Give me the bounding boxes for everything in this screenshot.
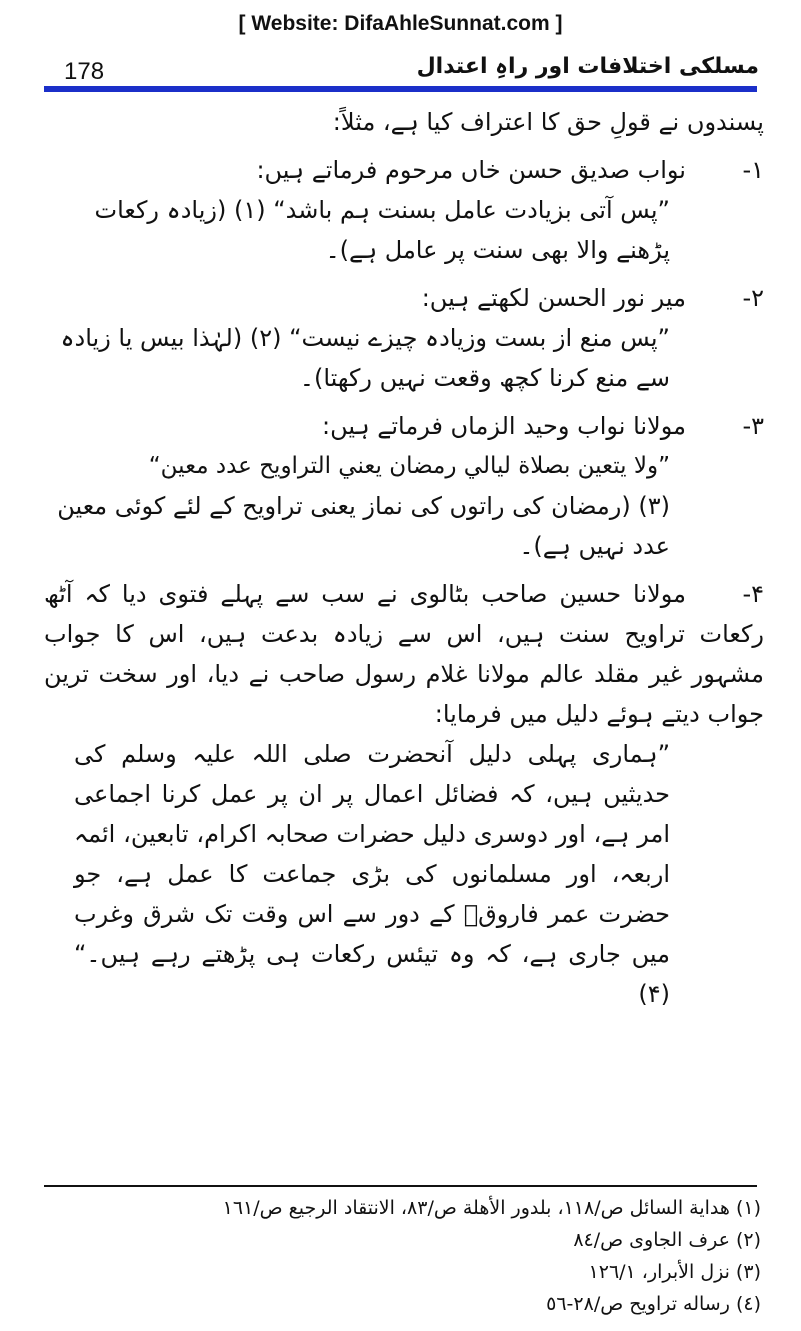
footnotes — [41, 1192, 761, 1320]
footnote: (١) هداية السائل ص/١١٨، بلدور الأهلة ص/٨٣، الانتقاد الرجيع ص/١٦١ — [222, 1197, 761, 1219]
item-lead: مولانا نواب وحید الزماں فرماتے ہیں: — [322, 412, 686, 440]
footnote: (٣) نزل الأبرار، ١٢٦/١ — [588, 1261, 761, 1283]
item-quote: ”پس آتی بزیادت عامل بسنت ہم باشد“ (۱) (زیادہ رکعات پڑھنے والا بھی سنت پر عامل ہے)۔ — [94, 196, 670, 264]
item-quote: ”ہماری پہلی دلیل آنحضرت صلی اللہ علیہ وسلم کی حدیثیں ہیں، کہ فضائل اعمال پر ان پر عمل کرنا اجماعی امر ہے، اور دوسری دلیل حضرات صحابہ اکرام، تابعین، ائمہ اربعہ، اور مسلمانوں کی بڑی جماعت کا عمل ہے، جو حضرت عمر فاروقؓ کے دور سے اس وقت تک شرق وغرب میں جاری ہے، کہ وہ تیئس رکعات ہی پڑھتے رہے ہیں۔“ (۴) — [74, 740, 670, 1008]
item-number: ۳- — [742, 412, 764, 440]
item-lead: نواب صدیق حسن خاں مرحوم فرماتے ہیں: — [256, 156, 686, 184]
item-paragraph: مولانا حسین صاحب بٹالوی نے سب سے پہلے فتوی دیا کہ آٹھ رکعات تراویح سنت ہیں، اس سے زیادہ بدعت ہیں، اس کا جواب مشہور غیر مقلد عالم مولانا غلام رسول صاحب نے دیا، اور سخت ترین جواب دیتے ہوئے دلیل میں فرمایا: — [44, 580, 764, 728]
website-banner: [ Website: DifaAhleSunnat.com ] — [238, 12, 563, 35]
item-number: ۲- — [742, 284, 764, 312]
running-title: مسلکی اختلافات اور راہِ اعتدال — [416, 54, 759, 79]
item-1 — [44, 150, 764, 270]
arabic-quote: ”ولا يتعين بصلاة ليالي رمضان يعني التراويح عدد معين“ — [148, 453, 670, 479]
item-quote-translation: (۳) (رمضان کی راتوں کی نماز یعنی تراویح کے لئے کوئی معین عدد نہیں ہے)۔ — [57, 492, 670, 560]
footnote-rule — [44, 1185, 757, 1187]
intro-line: پسندوں نے قولِ حق کا اعتراف کیا ہے، مثلاً: — [332, 108, 764, 136]
footnote: (٤) رساله تراويح ص/٢٨-٥٦ — [546, 1293, 761, 1315]
page-body — [44, 102, 764, 1014]
item-2 — [44, 278, 764, 398]
footnote: (٢) عرف الجاوی ص/٨٤ — [573, 1229, 761, 1251]
item-3 — [44, 406, 764, 566]
item-lead: میر نور الحسن لکھتے ہیں: — [421, 284, 686, 312]
item-4 — [44, 574, 764, 1014]
item-quote: ”پس منع از بست وزیادہ چیزے نیست“ (۲) (لہٰذا بیس یا زیادہ سے منع کرنا کچھ وقعت نہیں رکھتا)۔ — [60, 324, 670, 392]
header-rule — [44, 86, 757, 92]
page-number: 178 — [64, 58, 105, 85]
item-number: ۱- — [742, 156, 764, 184]
item-number: ۴- — [742, 580, 764, 608]
